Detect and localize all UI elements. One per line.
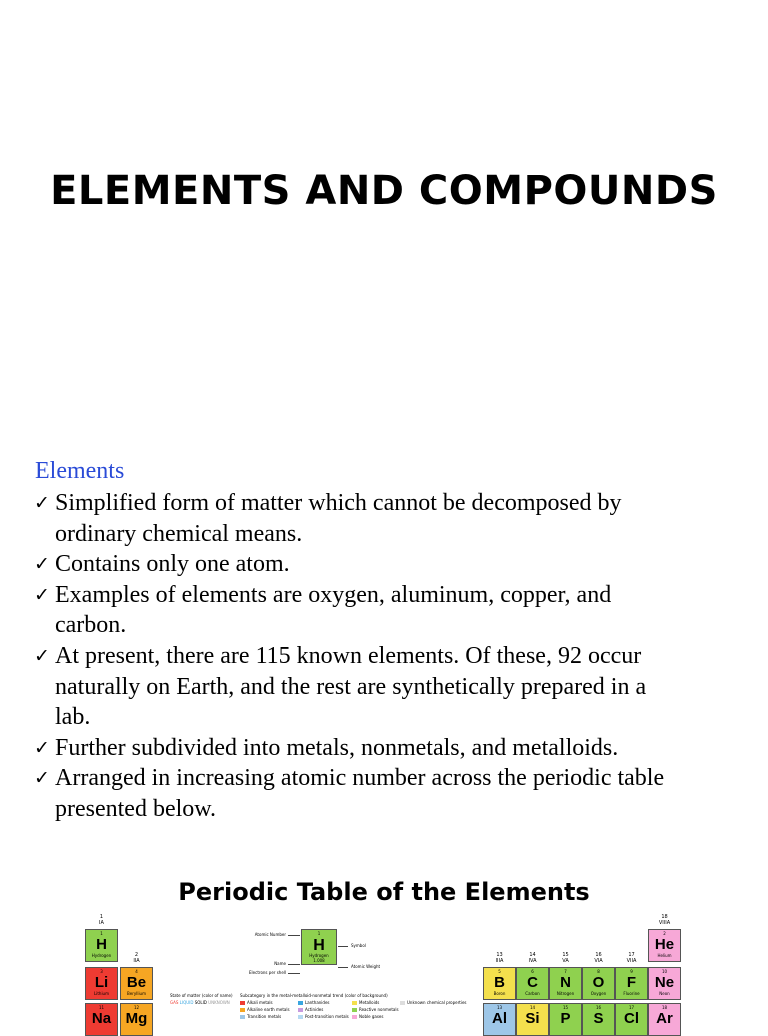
element-symbol: O [592,974,605,991]
element-name: Neon [659,991,670,996]
atomic-number: 7 [564,969,567,974]
group-roman: VIIA [626,958,637,964]
bullet-line: presented below. [55,795,217,822]
legend-label: Unknown chemical properties [407,1000,467,1005]
legend-item [298,999,330,1006]
state-legend-heading: State of matter (color of name) [170,993,233,998]
element-cell-al [483,1003,516,1036]
group-number: 15 [562,952,569,958]
legend-item [352,1006,399,1013]
element-name: Boron [493,991,506,996]
element-cell-be [120,967,153,1000]
bullet-line: Arranged in increasing atomic number across the periodic table [55,765,665,792]
element-symbol: Ar [656,1010,673,1027]
element-cell-si [516,1003,549,1036]
legend-item [352,1013,383,1020]
element-symbol: C [527,974,538,991]
bullet-item [34,488,734,549]
legend-label: Transition metals [247,1014,282,1019]
subcategory-legend-heading: Subcategory in the metal-metalloid-nonmetal trend (color of background) [240,993,388,998]
atomic-number: 17 [628,1005,635,1010]
element-cell-n [549,967,582,1000]
group-roman: VIA [594,958,603,964]
key-pointer-line [288,964,300,965]
element-symbol: B [494,974,505,991]
group-header-14 [516,952,549,964]
element-name: Beryllium [127,991,146,996]
element-cell-h [85,929,118,962]
bullet-line: lab. [55,704,91,731]
element-symbol: N [560,974,571,991]
group-header-16 [582,952,615,964]
state-solid: SOLID [194,1000,207,1005]
element-cell-ar [648,1003,681,1036]
element-cell-o [582,967,615,1000]
key-pointer-line [338,946,348,947]
atomic-number: 8 [597,969,600,974]
group-number: 17 [628,952,635,958]
key-label-name: Name [274,961,286,966]
atomic-number: 12 [133,1005,140,1010]
element-cell-mg [120,1003,153,1036]
legend-item [298,1006,323,1013]
bullet-item [34,641,734,733]
group-roman: IA [99,920,104,926]
element-name: Oxygen [590,991,607,996]
legend-swatch [352,1015,357,1019]
atomic-number: 2 [663,931,666,936]
bullet-list [34,488,734,825]
element-cell-cl [615,1003,648,1036]
element-symbol: Al [492,1010,507,1027]
atomic-number: 3 [100,969,103,974]
legend-label: Alkali metals [247,1000,273,1005]
group-header-18 [648,914,681,926]
subcategory-legend [240,992,480,1023]
key-pointer-line [288,935,300,936]
group-number: 2 [134,952,139,958]
element-symbol: S [593,1010,604,1027]
legend-item [240,999,273,1006]
element-symbol: Na [91,1010,112,1027]
legend-swatch [298,1001,303,1005]
state-liquid: LIQUID [179,1000,194,1005]
atomic-number: 11 [98,1005,105,1010]
bullet-line: Contains only one atom. [55,551,290,578]
state-legend-values [170,999,234,1006]
element-name: Nitrogen [556,991,575,996]
atomic-number: 14 [529,1005,536,1010]
element-name: Helium [657,953,672,958]
group-roman: IIA [133,958,140,964]
group-number: 16 [595,952,602,958]
legend-item [298,1013,349,1020]
atomic-number: 4 [135,969,138,974]
group-header-1 [85,914,118,926]
legend-label: Reactive nonmetals [359,1007,399,1012]
atomic-number: 1 [100,931,103,936]
legend-label: Lanthanides [305,1000,330,1005]
atomic-number: 18 [661,1005,668,1010]
group-header-17 [615,952,648,964]
key-weight: 1.008 [313,958,325,963]
legend-swatch [240,1008,245,1012]
key-pointer-line [288,973,300,974]
periodic-table-title: Periodic Table of the Elements [178,878,590,906]
element-symbol: Cl [624,1010,639,1027]
element-name: Hydrogen [91,953,112,958]
element-cell-he [648,929,681,962]
checkmark-icon: ✓ [34,644,50,667]
atomic-number: 5 [498,969,501,974]
key-label-electrons: Electrons per shell [249,970,286,975]
legend-swatch [240,1015,245,1019]
state-legend [170,992,234,1006]
checkmark-icon: ✓ [34,492,50,514]
group-number: 13 [496,952,503,958]
bullet-item [34,549,734,580]
element-cell-na [85,1003,118,1036]
bullet-line: carbon. [55,612,127,639]
legend-label: Post-transition metals [305,1014,349,1019]
key-pointer-line [338,967,348,968]
element-symbol: Ne [654,974,675,991]
legend-swatch [240,1001,245,1005]
bullet-line: Simplified form of matter which cannot be decomposed by [55,490,622,516]
checkmark-icon: ✓ [34,583,50,606]
atomic-number: 10 [661,969,668,974]
checkmark-icon: ✓ [34,736,50,759]
key-name: Hydrogen [309,953,329,958]
group-roman: IVA [528,958,537,964]
element-cell-b [483,967,516,1000]
group-number: 14 [529,952,536,958]
element-symbol: P [560,1010,571,1027]
group-number: 18 [661,914,668,920]
legend-swatch [298,1008,303,1012]
legend-item [352,999,379,1006]
legend-label: Metalloids [359,1000,380,1005]
checkmark-icon: ✓ [34,767,50,790]
atomic-number: 9 [630,969,633,974]
element-symbol: Mg [125,1010,148,1027]
state-gas: GAS [170,1000,179,1005]
group-roman: VIIIA [658,920,671,926]
element-cell-p [549,1003,582,1036]
atomic-number: 15 [562,1005,569,1010]
element-symbol: H [96,936,107,953]
bullet-item [34,763,734,824]
key-atomic-number: 1 [317,931,321,936]
group-header-2 [120,952,153,964]
legend-label: Actinides [305,1007,324,1012]
legend-item [400,999,467,1006]
legend-swatch [298,1015,303,1019]
slide-title: ELEMENTS AND COMPOUNDS [50,168,718,214]
group-roman: IIIA [495,958,504,964]
element-cell-li [85,967,118,1000]
atomic-number: 13 [496,1005,503,1010]
legend-swatch [400,1001,405,1005]
key-label-atomic-number: Atomic Number [254,932,286,937]
element-symbol: F [626,974,637,991]
legend-label: Alkaline earth metals [247,1007,290,1012]
element-symbol: Si [525,1010,540,1027]
element-name: Lithium [94,991,109,996]
legend-item [240,1013,281,1020]
atomic-number: 6 [531,969,534,974]
bullet-line: naturally on Earth, and the rest are synthetically prepared in a [55,673,647,700]
legend-label: Noble gases [359,1014,384,1019]
element-name: Fluorine [623,991,640,996]
state-unknown: UNKNOWN [208,1000,230,1005]
key-cell [301,929,337,965]
key-label-symbol: Symbol [351,943,366,948]
checkmark-icon: ✓ [34,553,50,576]
element-cell-ne [648,967,681,1000]
bullet-item [34,580,734,641]
element-cell-c [516,967,549,1000]
group-header-15 [549,952,582,964]
legend-item [240,1006,290,1013]
section-heading: Elements [35,458,125,484]
group-header-13 [483,952,516,964]
element-cell-f [615,967,648,1000]
element-cell-s [582,1003,615,1036]
bullet-line: At present, there are 115 known elements. Of these, 92 occur [55,642,642,669]
bullet-line: Examples of elements are oxygen, aluminum, copper, and [55,581,612,608]
atomic-number: 16 [595,1005,602,1010]
key-symbol: H [313,937,325,954]
legend-swatch [352,1001,357,1005]
element-symbol: Li [94,974,109,991]
key-label-atomic-weight: Atomic Weight [351,964,381,969]
bullet-line: ordinary chemical means. [55,520,303,547]
bullet-item [34,733,734,764]
element-symbol: He [654,936,675,953]
group-number: 1 [99,914,104,920]
group-roman: VA [562,958,569,964]
element-name: Carbon [525,991,540,996]
bullet-line: Further subdivided into metals, nonmetals, and metalloids. [55,734,619,761]
element-symbol: Be [126,974,147,991]
legend-swatch [352,1008,357,1012]
